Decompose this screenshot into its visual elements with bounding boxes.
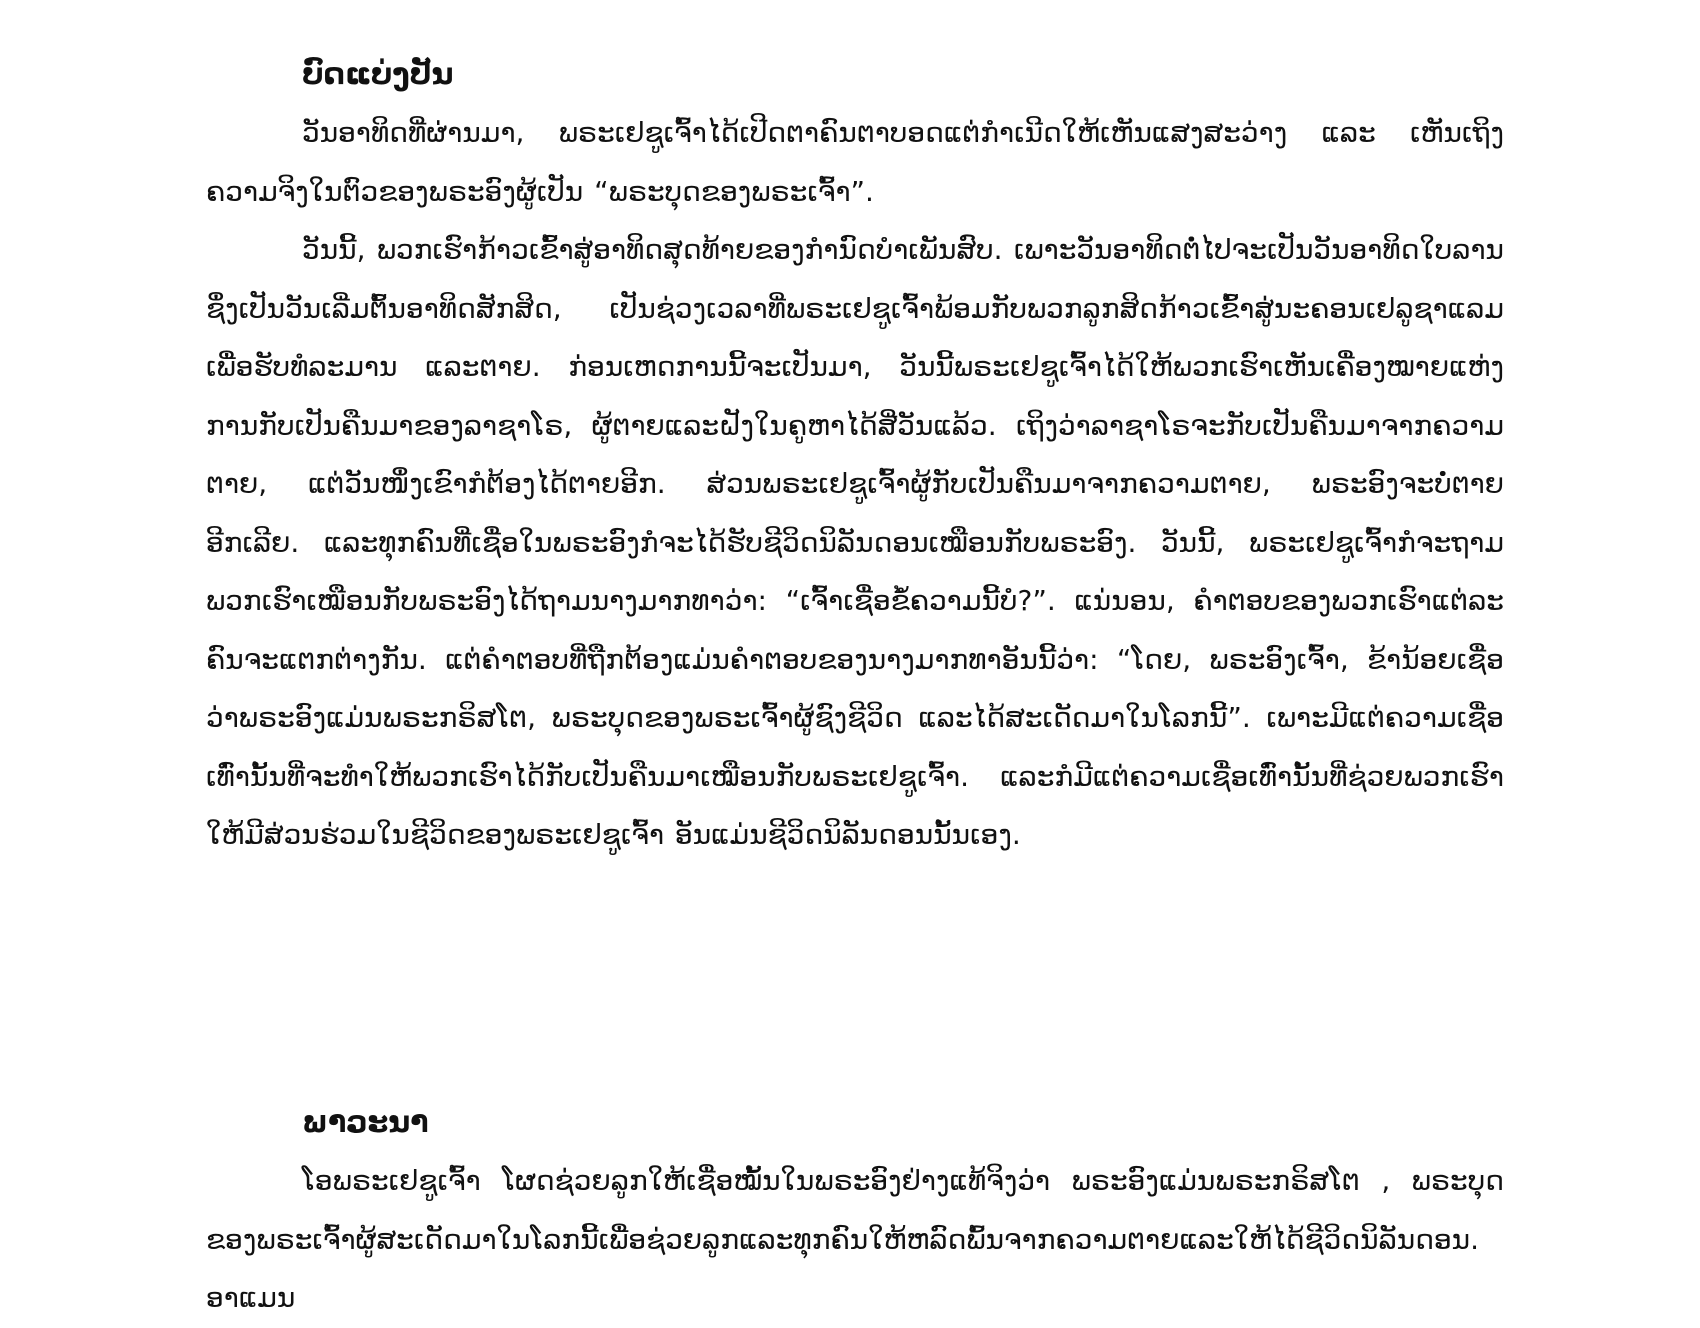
reflection-paragraph-1: ວັນອາທິດທີ່ຜ່ານມາ, ພຣະເຢຊູເຈົ້າໄດ້ເປີດຕາຄົນຕາບອດແຕ່ກຳເນີດໃຫ້ເຫັນແສງສະວ່າງ ແລະ ເຫັນເຖິງຄວາມຈິງໃນຕົວຂອງພຣະອົງຜູ້ເປັນ “ພຣະບຸດຂອງພຣະເຈົ້າ”. — [206, 116, 1504, 208]
prayer-heading: ພາວະນາ — [302, 1105, 429, 1140]
document-content — [206, 46, 1504, 1328]
prayer-section — [206, 1094, 1504, 1328]
reflection-section — [206, 46, 1504, 946]
prayer-paragraph: ໂອພຣະເຢຊູເຈົ້າ ໂຜດຊ່ວຍລູກໃຫ້ເຊື່ອໝັ້ນໃນພຣະອົງຢ່າງແທ້ຈິງວ່າ ພຣະອົງແມ່ນພຣະກຣິສໂຕ , ພຣະບຸດຂອງພຣະເຈົ້າຜູ້ສະເດັດມາໃນໂລກນີ້ເພື່ອຊ່ວຍລູກແລະທຸກຄົນໃຫ້ຫລົດພົ້ນຈາກຄວາມຕາຍແລະໃຫ້ໄດ້ຊີວິດນິລັນດອນ. ອາແມນ — [206, 1164, 1504, 1314]
reflection-paragraph-2: ວັນນີ້, ພວກເຮົາກ້າວເຂົ້າສູ່ອາທິດສຸດທ້າຍຂອງກຳນົດບຳເພັນສົບ. ເພາະວັນອາທິດຕໍ່ໄປຈະເປັນວັນອາທິດໃບລານຊຶ່ງເປັນວັນເລີ່ມຕົ້ນອາທິດສັກສິດ, ເປັນຊ່ວງເວລາທີ່ພຣະເຢຊູເຈົ້າພ້ອມກັບພວກລູກສິດກ້າວເຂົ້າສູ່ນະຄອນເຢລູຊາແລມເພື່ອຮັບທໍລະມານ ແລະຕາຍ. ກ່ອນເຫດການນີ້ຈະເປັນມາ, ວັນນີ້ພຣະເຢຊູເຈົ້າໄດ້ໃຫ້ພວກເຮົາເຫັນເຄື່ອງໝາຍແຫ່ງການກັບເປັນຄືນມາຂອງລາຊາໂຣ, ຜູ້ຕາຍແລະຝັງໃນຄູຫາໄດ້ສີ່ວັນແລ້ວ. ເຖິງວ່າລາຊາໂຣຈະກັບເປັນຄືນມາຈາກຄວາມຕາຍ, ແຕ່ວັນໜຶ່ງເຂົາກໍຕ້ອງໄດ້ຕາຍອີກ. ສ່ວນພຣະເຢຊູເຈົ້າຜູ້ກັບເປັນຄືນມາຈາກຄວາມຕາຍ, ພຣະອົງຈະບໍ່ຕາຍອີກເລີຍ. ແລະທຸກຄົນທີ່ເຊື່ອໃນພຣະອົງກໍຈະໄດ້ຮັບຊີວິດນິລັນດອນເໝືອນກັບພຣະອົງ. ວັນນີ້, ພຣະເຢຊູເຈົ້າກໍຈະຖາມພວກເຮົາເໝືອນກັບພຣະອົງໄດ້ຖາມນາງມາກທາວ່າ: “ເຈົ້າເຊື່ອຂໍ້ຄວາມນີ້ບໍ?”. ແນ່ນອນ, ຄຳຕອບຂອງພວກເຮົາແຕ່ລະຄົນຈະແຕກຕ່າງກັນ. ແຕ່ຄຳຕອບທີ່ຖືກຕ້ອງແມ່ນຄຳຕອບຂອງນາງມາກທາອັນນີ້ວ່າ: “ໂດຍ, ພຣະອົງເຈົ້າ, ຂ້ານ້ອຍເຊື່ອວ່າພຣະອົງແມ່ນພຣະກຣິສໂຕ, ພຣະບຸດຂອງພຣະເຈົ້າຜູ້ຊົງຊີວິດ ແລະໄດ້ສະເດັດມາໃນໂລກນີ້”. ເພາະມີແຕ່ຄວາມເຊື່ອເທົ່ານັ້ນທີ່ຈະທຳໃຫ້ພວກເຮົາໄດ້ກັບເປັນຄືນມາເໝືອນກັບພຣະເຢຊູເຈົ້າ. ແລະກໍມີແຕ່ຄວາມເຊື່ອເທົ່ານັ້ນທີ່ຊ່ວຍພວກເຮົາໃຫ້ມີສ່ວນຮ່ວມໃນຊີວິດຂອງພຣະເຢຊູເຈົ້າ ອັນແມ່ນຊີວິດນິລັນດອນນັ້ນເອງ. — [206, 233, 1504, 851]
reflection-heading: ບົດແບ່ງປັນ — [302, 57, 454, 92]
